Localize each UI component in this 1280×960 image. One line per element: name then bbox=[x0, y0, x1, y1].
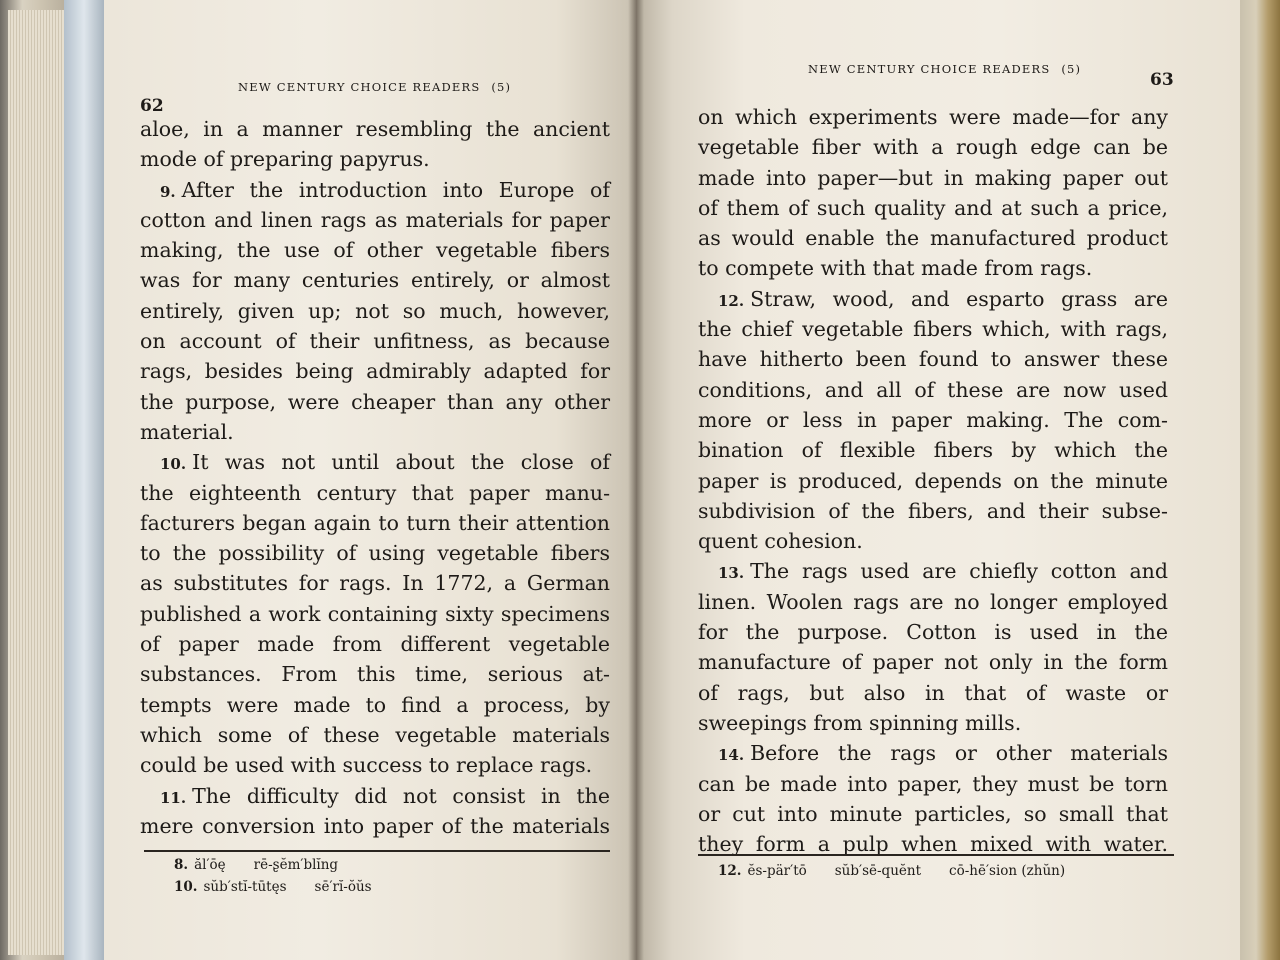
line-text: on account of their unfitness, as because bbox=[140, 329, 610, 354]
line-text: conditions, and all of these are now used bbox=[698, 377, 1168, 402]
text-line bbox=[698, 405, 1168, 435]
right-footnotes bbox=[718, 860, 1158, 882]
text-line bbox=[140, 326, 610, 356]
text-line bbox=[698, 466, 1168, 496]
binding-strip bbox=[64, 0, 104, 960]
left-running-head-title: NEW CENTURY CHOICE READERS bbox=[238, 80, 481, 94]
right-running-head-volume: (5) bbox=[1061, 62, 1082, 76]
line-text: as substitutes for rags. In 1772, a German bbox=[140, 571, 610, 596]
line-text: mere conversion into paper of the materials bbox=[140, 813, 610, 838]
line-text: have hitherto been found to answer these bbox=[698, 347, 1168, 372]
right-page bbox=[636, 0, 1240, 960]
footnote-word: sē′rĭ-ŏŭs bbox=[314, 879, 372, 895]
text-line bbox=[140, 205, 610, 235]
right-body-text bbox=[698, 102, 1168, 859]
line-text: on which experiments were made—for any bbox=[698, 105, 1168, 129]
line-text: The rags used are chiefly cotton and bbox=[750, 559, 1168, 584]
text-line bbox=[698, 375, 1168, 405]
line-text: quent cohesion. bbox=[698, 529, 863, 554]
line-text: the eighteenth century that paper manu- bbox=[140, 480, 610, 505]
text-line bbox=[140, 175, 610, 205]
right-running-head-title: NEW CENTURY CHOICE READERS bbox=[808, 62, 1051, 76]
text-line bbox=[140, 811, 610, 841]
line-text: The difficulty did not consist in the bbox=[192, 783, 610, 808]
paragraph-number: 12. bbox=[718, 291, 745, 310]
text-line bbox=[140, 356, 610, 386]
text-line bbox=[140, 720, 610, 750]
left-page bbox=[104, 0, 636, 960]
text-line bbox=[140, 690, 610, 720]
left-footnotes bbox=[174, 854, 614, 898]
line-text: was for many centuries entirely, or almost bbox=[140, 268, 610, 293]
line-text: can be made into paper, they must be torn bbox=[698, 771, 1168, 796]
text-line bbox=[698, 769, 1168, 799]
line-text: to the possibility of using vegetable fibers bbox=[140, 541, 610, 566]
line-text: facturers began again to turn their attention bbox=[140, 510, 610, 535]
page-gutter-shadow bbox=[628, 0, 644, 960]
line-text: could be used with success to replace rags. bbox=[140, 753, 593, 778]
line-text: mode of preparing papyrus. bbox=[140, 147, 430, 172]
footnote-number: 12. bbox=[718, 863, 742, 879]
text-line bbox=[140, 781, 610, 811]
text-line bbox=[140, 387, 610, 417]
line-text: After the introduction into Europe of bbox=[181, 177, 610, 202]
text-line bbox=[698, 617, 1168, 647]
text-line bbox=[698, 223, 1168, 253]
text-line bbox=[698, 526, 1168, 556]
text-line bbox=[140, 114, 610, 144]
right-page-number: 63 bbox=[1150, 70, 1174, 90]
right-footnote-rule bbox=[698, 854, 1174, 856]
text-line bbox=[140, 508, 610, 538]
line-text: the purpose, were cheaper than any other bbox=[140, 389, 610, 414]
text-line bbox=[698, 435, 1168, 465]
line-text: manufacture of paper not only in the form bbox=[698, 650, 1168, 675]
left-footnote-rule bbox=[144, 850, 610, 852]
line-text: made into paper—but in making paper out bbox=[698, 165, 1168, 190]
paragraph-number: 14. bbox=[718, 746, 745, 765]
line-text: aloe, in a manner resembling the ancient bbox=[140, 117, 610, 141]
left-page-number: 62 bbox=[140, 96, 164, 116]
line-text: entirely, given up; not so much, however, bbox=[140, 298, 610, 323]
line-text: subdivision of the fibers, and their subse- bbox=[698, 498, 1168, 523]
text-line bbox=[140, 296, 610, 326]
line-text: making, the use of other vegetable fibers bbox=[140, 238, 610, 263]
line-text: for the purpose. Cotton is used in the bbox=[698, 620, 1168, 645]
footnote-row bbox=[718, 860, 1158, 882]
line-text: to compete with that made from rags. bbox=[698, 256, 1093, 281]
text-line bbox=[140, 235, 610, 265]
text-line bbox=[698, 314, 1168, 344]
line-text: linen. Woolen rags are no longer employed bbox=[698, 589, 1168, 614]
text-line bbox=[698, 678, 1168, 708]
line-text: bination of flexible fibers by which the bbox=[698, 438, 1168, 463]
line-text: more or less in paper making. The com- bbox=[698, 407, 1168, 432]
line-text: the chief vegetable fibers which, with rags, bbox=[698, 317, 1168, 342]
paragraph-number: 9. bbox=[160, 182, 176, 201]
line-text: of rags, but also in that of waste or bbox=[698, 680, 1168, 705]
footnote-word: ăl′ōę bbox=[194, 857, 226, 873]
line-text: of them of such quality and at such a price, bbox=[698, 195, 1168, 220]
line-text: Straw, wood, and esparto grass are bbox=[750, 286, 1168, 311]
text-line bbox=[698, 102, 1168, 132]
left-running-head bbox=[238, 80, 511, 94]
line-text: of paper made from different vegetable bbox=[140, 632, 610, 657]
right-running-head bbox=[808, 62, 1081, 76]
line-text: as would enable the manufactured product bbox=[698, 226, 1168, 251]
text-line bbox=[698, 163, 1168, 193]
line-text: vegetable fiber with a rough edge can be bbox=[698, 135, 1168, 160]
line-text: rags, besides being admirably adapted for bbox=[140, 359, 610, 384]
line-text: cotton and linen rags as materials for paper bbox=[140, 207, 610, 232]
text-line bbox=[140, 265, 610, 295]
text-line bbox=[140, 599, 610, 629]
text-line bbox=[140, 538, 610, 568]
text-line bbox=[140, 750, 610, 780]
text-line bbox=[698, 193, 1168, 223]
footnote-word: cō-hē′sion (zhŭn) bbox=[949, 863, 1066, 879]
text-line bbox=[140, 659, 610, 689]
paragraph-number: 11. bbox=[160, 788, 187, 807]
text-line bbox=[698, 344, 1168, 374]
footnote-word: sŭb′sē-quĕnt bbox=[834, 863, 922, 879]
text-line bbox=[698, 738, 1168, 768]
text-line bbox=[140, 144, 610, 174]
page-stack-edge bbox=[8, 10, 65, 955]
text-line bbox=[140, 568, 610, 598]
text-line bbox=[698, 587, 1168, 617]
text-line bbox=[698, 708, 1168, 738]
text-line bbox=[698, 253, 1168, 283]
line-text: they form a pulp when mixed with water. bbox=[698, 832, 1168, 857]
text-line bbox=[698, 647, 1168, 677]
book-right-edge bbox=[1240, 0, 1280, 960]
footnote-row bbox=[174, 876, 614, 898]
line-text: or cut into minute particles, so small that bbox=[698, 801, 1168, 826]
line-text: which some of these vegetable materials bbox=[140, 722, 610, 747]
paragraph-number: 13. bbox=[718, 564, 745, 583]
line-text: It was not until about the close of bbox=[192, 450, 610, 475]
footnote-word: sŭb′stĭ-tūtęs bbox=[203, 879, 287, 895]
line-text: sweepings from spinning mills. bbox=[698, 710, 1022, 735]
text-line bbox=[140, 417, 610, 447]
line-text: tempts were made to find a process, by bbox=[140, 692, 610, 717]
line-text: substances. From this time, serious at- bbox=[140, 662, 610, 687]
footnote-word: rē-ʂĕm′blĭng bbox=[253, 857, 339, 873]
text-line bbox=[698, 496, 1168, 526]
footnote-number: 8. bbox=[174, 857, 189, 873]
left-running-head-volume: (5) bbox=[491, 80, 512, 94]
line-text: paper is produced, depends on the minute bbox=[698, 468, 1168, 493]
footnote-number: 10. bbox=[174, 879, 198, 895]
footnote-row bbox=[174, 854, 614, 876]
line-text: published a work containing sixty specimens bbox=[140, 601, 610, 626]
text-line bbox=[698, 132, 1168, 162]
text-line bbox=[140, 447, 610, 477]
text-line bbox=[140, 629, 610, 659]
text-line bbox=[698, 799, 1168, 829]
text-line bbox=[140, 478, 610, 508]
line-text: material. bbox=[140, 419, 234, 444]
paragraph-number: 10. bbox=[160, 455, 187, 474]
line-text: Before the rags or other materials bbox=[750, 741, 1168, 766]
left-body-text bbox=[140, 114, 610, 841]
footnote-word: ĕs-pär′tō bbox=[747, 863, 807, 879]
text-line bbox=[698, 284, 1168, 314]
text-line bbox=[698, 556, 1168, 586]
